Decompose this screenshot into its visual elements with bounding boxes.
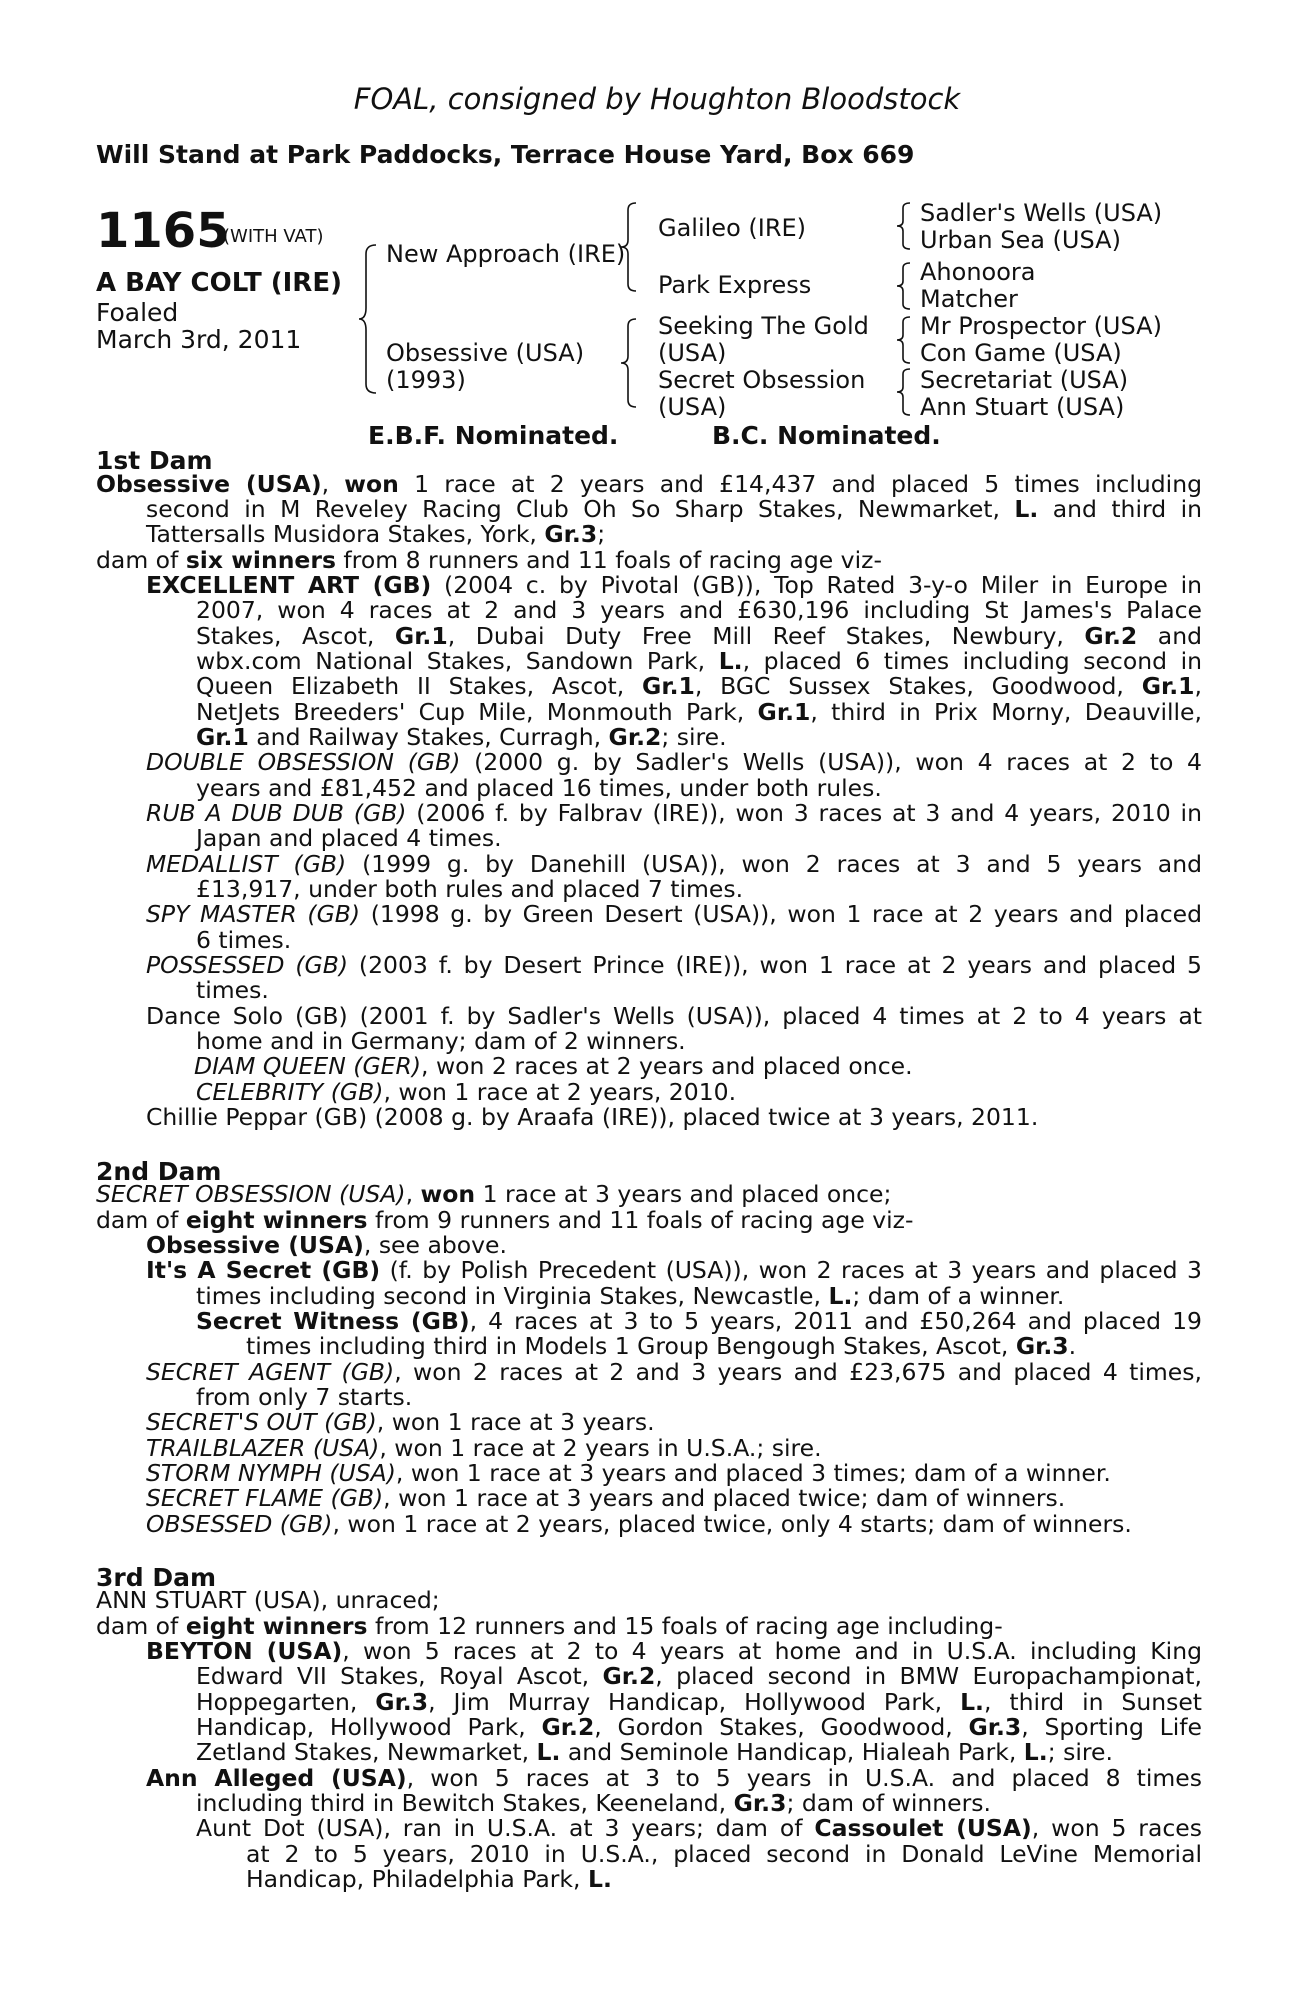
pedigree-dam-dam-country: (USA)	[658, 393, 727, 421]
pedigree-g3: Ahonoora	[920, 258, 1036, 286]
pedigree-g1: Sadler's Wells (USA)	[920, 199, 1163, 227]
produce-line: NetJets Breeders' Cup Mile, Monmouth Park, Gr.1, third in Prix Morny, Deauville,	[196, 698, 1202, 726]
produce-medallist: MEDALLIST (GB) (1999 g. by Danehill (USA)), won 2 races at 3 and 5 years and	[146, 850, 1203, 878]
foaled-label: Foaled	[96, 298, 179, 327]
produce-trailblazer: TRAILBLAZER (USA), won 1 race at 2 years in U.S.A.; sire.	[146, 1434, 822, 1462]
third-dam-heading: 3rd Dam	[96, 1563, 216, 1592]
produce-ann-alleged: Ann Alleged (USA), won 5 races at 3 to 5 years in U.S.A. and placed 8 times	[146, 1764, 1202, 1792]
pedigree-dam-year: (1993)	[386, 366, 466, 394]
produce-line: Handicap, Hollywood Park, Gr.2, Gordon Stakes, Goodwood, Gr.3, Sporting Life	[196, 1713, 1202, 1741]
produce-secret-agent: SECRET AGENT (GB), won 2 races at 2 and 3 years and £23,675 and placed 4 times,	[146, 1358, 1202, 1386]
produce-line: Stakes, Ascot, Gr.1, Dubai Duty Free Mill Reef Stakes, Newbury, Gr.2 and	[196, 622, 1203, 650]
produce-line: times.	[196, 976, 269, 1004]
produce-excellent-art: EXCELLENT ART (GB) (2004 c. by Pivotal (GB)), Top Rated 3-y-o Miler in Europe in	[146, 571, 1202, 599]
produce-line: Hoppegarten, Gr.3, Jim Murray Handicap, Hollywood Park, L., third in Sunset	[196, 1688, 1203, 1716]
first-dam-line: Tattersalls Musidora Stakes, York, Gr.3;	[146, 520, 606, 548]
produce-storm-nymph: STORM NYMPH (USA), won 1 race at 3 years and placed 3 times; dam of a winner.	[146, 1459, 1111, 1487]
produce-beyton: BEYTON (USA), won 5 races at 2 to 4 years at home and in U.S.A. including King	[146, 1637, 1202, 1665]
produce-secret-flame: SECRET FLAME (GB), won 1 race at 3 years and placed twice; dam of winners.	[146, 1484, 1066, 1512]
pedigree-dam-dam: Secret Obsession	[658, 366, 866, 394]
produce-aunt-dot: Aunt Dot (USA), ran in U.S.A. at 3 years; dam of Cassoulet (USA), won 5 races	[196, 1814, 1202, 1842]
third-dam-line: ANN STUART (USA), unraced;	[96, 1586, 440, 1614]
pedigree-sire-sire: Galileo (IRE)	[658, 214, 807, 242]
pedigree-g8: Ann Stuart (USA)	[920, 393, 1125, 421]
pedigree-brace-g2	[896, 262, 912, 310]
produce-line: wbx.com National Stakes, Sandown Park, L., placed 6 times including second in	[196, 647, 1202, 675]
pedigree-brace-g3	[896, 316, 912, 364]
produce-line: £13,917, under both rules and placed 7 times.	[196, 875, 744, 903]
pedigree-sire-dam: Park Express	[658, 271, 812, 299]
lot-number: 1165	[96, 203, 230, 259]
produce-celebrity: CELEBRITY (GB), won 1 race at 2 years, 2010.	[196, 1078, 737, 1106]
pedigree-g2: Urban Sea (USA)	[920, 226, 1121, 254]
produce-spy-master: SPY MASTER (GB) (1998 g. by Green Desert (USA)), won 1 race at 2 years and placed	[146, 900, 1202, 928]
pedigree-brace-dam	[620, 318, 638, 408]
produce-line: Zetland Stakes, Newmarket, L. and Seminole Handicap, Hialeah Park, L.; sire.	[196, 1738, 1113, 1766]
produce-its-a-secret: It's A Secret (GB) (f. by Polish Precedent (USA)), won 2 races at 3 years and placed 3	[146, 1256, 1202, 1284]
produce-line: from only 7 starts.	[196, 1383, 413, 1411]
produce-line: Japan and placed 4 times.	[196, 824, 502, 852]
produce-line: times including third in Models 1 Group Bengough Stakes, Ascot, Gr.3.	[246, 1332, 1077, 1360]
third-dam-produce-summary: dam of eight winners from 12 runners and 15 foals of racing age including-	[96, 1612, 1003, 1640]
pedigree-brace-g4	[896, 368, 912, 416]
produce-obsessive: Obsessive (USA), see above.	[146, 1231, 507, 1259]
produce-line: years and £81,452 and placed 16 times, under both rules.	[196, 774, 882, 802]
second-dam-line: SECRET OBSESSION (USA), won 1 race at 3 years and placed once;	[96, 1180, 892, 1208]
pedigree-g7: Secretariat (USA)	[920, 366, 1129, 394]
pedigree-brace-main	[358, 244, 378, 394]
pedigree-g6: Con Game (USA)	[920, 339, 1122, 367]
produce-line: Edward VII Stakes, Royal Ascot, Gr.2, placed second in BMW Europachampionat,	[196, 1662, 1202, 1690]
second-dam-produce-summary: dam of eight winners from 9 runners and 11 foals of racing age viz-	[96, 1206, 914, 1234]
pedigree-dam-sire-country: (USA)	[658, 339, 727, 367]
pedigree-brace-g1	[896, 202, 912, 250]
consignment-heading: FOAL, consigned by Houghton Bloodstock	[353, 82, 961, 116]
produce-line: 2007, won 4 races at 2 and 3 years and £630,196 including St James's Palace	[196, 596, 1202, 624]
pedigree-dam-sire: Seeking The Gold	[658, 312, 869, 340]
produce-dance-solo: Dance Solo (GB) (2001 f. by Sadler's Wells (USA)), placed 4 times at 2 to 4 years at	[146, 1002, 1202, 1030]
first-dam-line: Obsessive (USA), won 1 race at 2 years and £14,437 and placed 5 times including	[96, 470, 1203, 498]
produce-line: 6 times.	[196, 926, 292, 954]
produce-secret-witness: Secret Witness (GB), 4 races at 3 to 5 years, 2011 and £50,264 and placed 19	[196, 1307, 1203, 1335]
pedigree-sire: New Approach (IRE)	[386, 240, 626, 268]
bc-nominated: B.C. Nominated.	[712, 421, 941, 450]
produce-possessed: POSSESSED (GB) (2003 f. by Desert Prince (IRE)), won 1 race at 2 years and placed 5	[146, 951, 1202, 979]
produce-line: times including second in Virginia Stakes, Newcastle, L.; dam of a winner.	[196, 1282, 1065, 1310]
pedigree-dam: Obsessive (USA)	[386, 339, 585, 367]
produce-line: Queen Elizabeth II Stakes, Ascot, Gr.1, BGC Sussex Stakes, Goodwood, Gr.1,	[196, 672, 1202, 700]
lot-title: A BAY COLT (IRE)	[96, 268, 342, 298]
produce-secrets-out: SECRET'S OUT (GB), won 1 race at 3 years.	[146, 1408, 655, 1436]
produce-line: Handicap, Philadelphia Park, L.	[246, 1865, 612, 1893]
produce-line: Gr.1 and Railway Stakes, Curragh, Gr.2; sire.	[196, 723, 727, 751]
pedigree-g4: Matcher	[920, 285, 1018, 313]
lot-vat: (WITH VAT)	[223, 226, 324, 247]
second-dam-heading: 2nd Dam	[96, 1157, 222, 1186]
first-dam-line: second in M Reveley Racing Club Oh So Sharp Stakes, Newmarket, L. and third in	[146, 495, 1202, 523]
first-dam-heading: 1st Dam	[96, 446, 213, 475]
stand-location: Will Stand at Park Paddocks, Terrace House Yard, Box 669	[96, 140, 915, 169]
produce-line: including third in Bewitch Stakes, Keeneland, Gr.3; dam of winners.	[196, 1789, 991, 1817]
produce-rub-a-dub-dub: RUB A DUB DUB (GB) (2006 f. by Falbrav (IRE)), won 3 races at 3 and 4 years, 2010 in	[146, 799, 1202, 827]
produce-double-obsession: DOUBLE OBSESSION (GB) (2000 g. by Sadler's Wells (USA)), won 4 races at 2 to 4	[146, 748, 1202, 776]
ebf-nominated: E.B.F. Nominated.	[368, 421, 619, 450]
produce-diam-queen: DIAM QUEEN (GER), won 2 races at 2 years and placed once.	[194, 1052, 913, 1080]
foaled-date: March 3rd, 2011	[96, 325, 302, 354]
produce-chillie-peppar: Chillie Peppar (GB) (2008 g. by Araafa (IRE)), placed twice at 3 years, 2011.	[146, 1103, 1039, 1131]
pedigree-g5: Mr Prospector (USA)	[920, 312, 1162, 340]
first-dam-produce-summary: dam of six winners from 8 runners and 11 foals of racing age viz-	[96, 546, 882, 574]
produce-obsessed: OBSESSED (GB), won 1 race at 2 years, placed twice, only 4 starts; dam of winners.	[146, 1510, 1132, 1538]
produce-line: at 2 to 5 years, 2010 in U.S.A., placed second in Donald LeVine Memorial	[246, 1840, 1202, 1868]
produce-line: home and in Germany; dam of 2 winners.	[196, 1027, 686, 1055]
